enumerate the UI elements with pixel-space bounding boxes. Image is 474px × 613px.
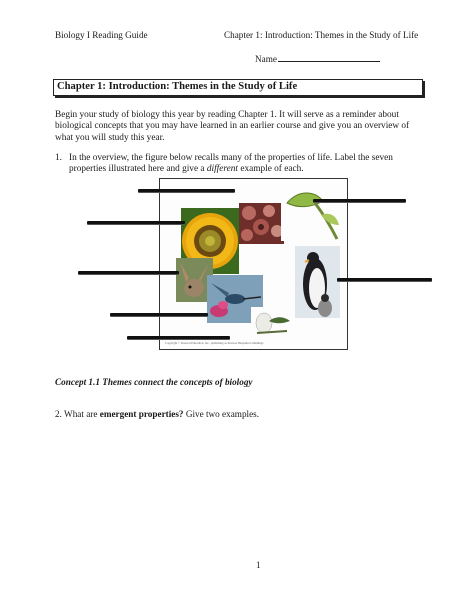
question-2-term: emergent properties? [99,409,184,419]
question-2-number: 2. [55,409,62,419]
intro-paragraph: Begin your study of biology this year by reading Chapter 1. It will serve as a reminder about biological concepts that you may have learned in an earlier course and give you an overview of what you will study this year. [55,110,410,143]
label-line-2[interactable] [313,199,406,202]
concept-heading: Concept 1.1 Themes connect the concepts of biology [55,377,253,387]
brown-pattern-photo [239,203,284,244]
question-1-before: In the overview, the figure below recalls many of the properties of life. Label the seven properties illustrated here and give a [69,153,393,175]
question-2-after: Give two examples. [183,409,260,419]
label-line-7[interactable] [127,336,230,339]
label-line-6[interactable] [110,313,208,316]
figure-credit: Copyright © Pearson Education, Inc., publishing as Pearson Benjamin Cummings [165,341,264,345]
penguin-photo [295,246,340,318]
question-1-text [69,153,424,176]
properties-of-life-figure [159,178,348,350]
name-blank-line[interactable] [278,52,380,62]
chapter-title-box [53,79,423,96]
chapter-title: Chapter 1: Introduction: Themes in the Study of Life [57,81,298,92]
header-left: Biology I Reading Guide [55,30,148,40]
page-number: 1 [256,560,261,570]
question-2 [55,409,259,419]
name-label: Name [255,54,277,64]
question-1-emphasis: different [206,164,239,175]
lizard-egg-photo [251,307,291,336]
leaf-sprout-photo [281,181,341,241]
question-1-after: example of each. [238,164,304,175]
label-line-4[interactable] [78,271,179,274]
header-right: Chapter 1: Introduction: Themes in the Study of Life [224,30,419,40]
label-line-1[interactable] [138,189,235,192]
name-field[interactable] [255,52,380,64]
label-line-3[interactable] [87,221,185,224]
question-1-number: 1. [55,153,62,163]
label-line-5[interactable] [337,278,432,281]
question-2-before: What are [64,409,100,419]
